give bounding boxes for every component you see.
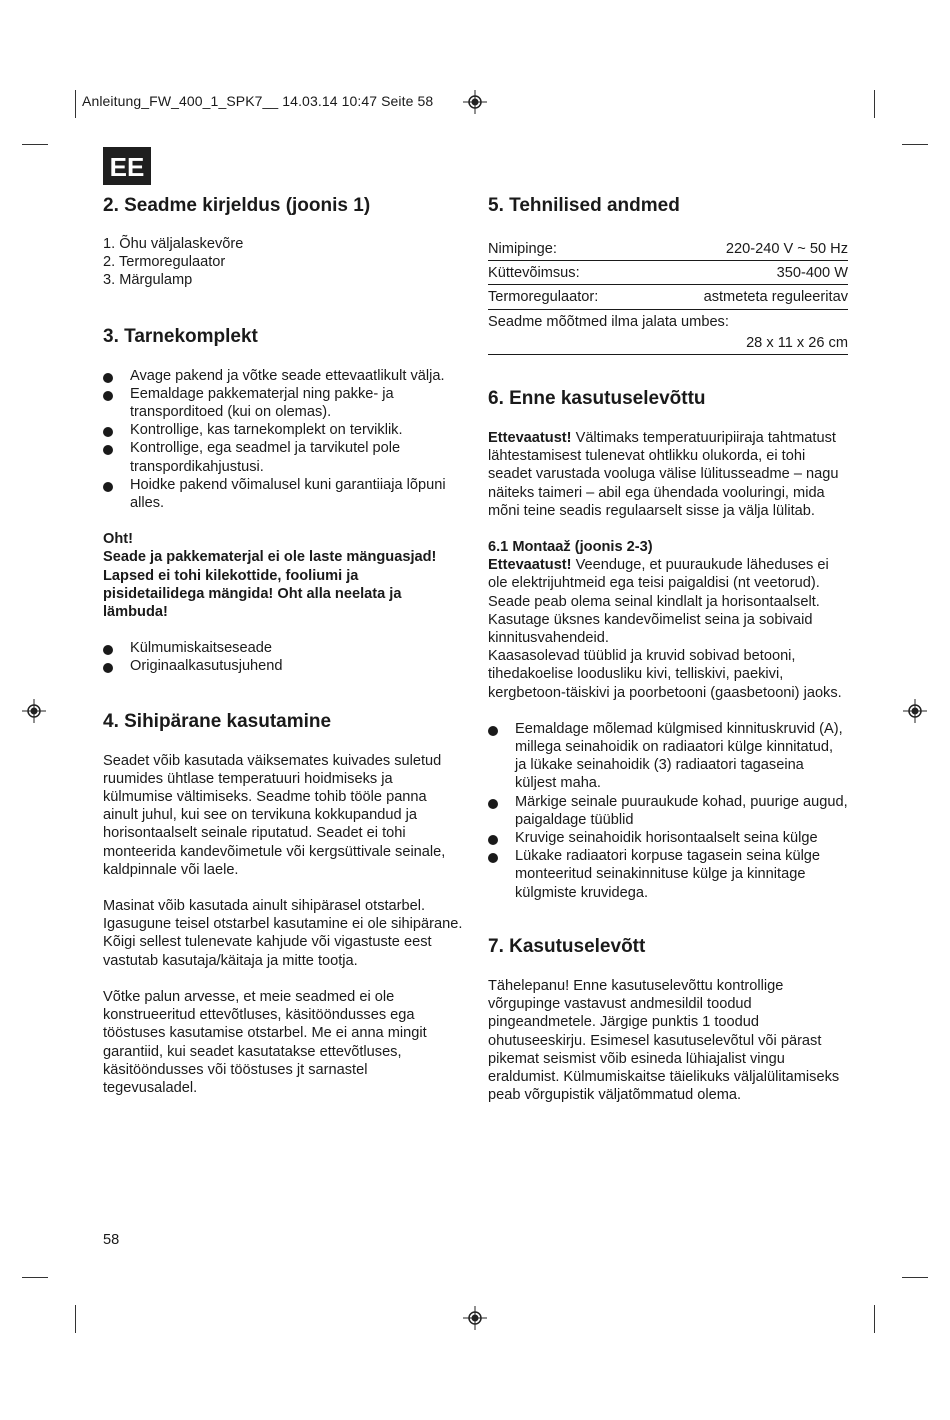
table-row bbox=[488, 332, 848, 355]
spec-table bbox=[488, 237, 848, 355]
table-row bbox=[488, 285, 848, 309]
parts-list bbox=[103, 235, 463, 290]
list-item: Märkige seinale puuraukude kohad, puurige augud, paigaldage tüüblid bbox=[488, 793, 848, 829]
spec-label: Seadme mõõtmed ilma jalata umbes: bbox=[488, 313, 729, 330]
paragraph: Tähelepanu! Enne kasutuselevõttu kontrollige võrgupinge vastavust andmesildil toodud pingeandmetele. Järgige punktis 1 toodud ohutuseeskirju. Esimesel kasutuselevõtul või pärast pikemat seismist võib esineda lühiajalist vingu eraldumist. Külmumiskaitse täielikuks väljalülitamiseks peab võrgupistik väljatõmmatud olema. bbox=[488, 977, 840, 1104]
list-item: Avage pakend ja võtke seade ettevaatlikult välja. bbox=[103, 367, 463, 385]
warning-title: Oht! bbox=[103, 531, 133, 548]
section-7-title: 7. Kasutuselevõtt bbox=[488, 935, 646, 957]
table-row bbox=[488, 261, 848, 285]
list-item: Eemaldage mõlemad külgmised kinnituskruvid (A), millega seinahoidik on radiaatori külge kinnitatud, ja lükake seinahoidik (3) radiaatori tagaseina küljest maha. bbox=[488, 720, 848, 793]
paragraph bbox=[488, 556, 848, 647]
crop-mark bbox=[75, 1305, 76, 1333]
left-column bbox=[103, 195, 463, 1097]
page-number: 58 bbox=[103, 1232, 120, 1248]
language-badge: EE bbox=[103, 147, 151, 185]
section-4-title: 4. Sihipärane kasutamine bbox=[103, 710, 332, 732]
paragraph: Kaasasolevad tüüblid ja kruvid sobivad betooni, tihedakoelise loodusliku kivi, telliskivi, paekivi, kergbetoon-täiskivi ja poorbetooni (gaasbetooni) jaoks. bbox=[488, 648, 842, 701]
list-item: Kruvige seinahoidik horisontaalselt seina külge bbox=[488, 829, 848, 847]
spec-value: 350-400 W bbox=[644, 261, 848, 285]
subsection-6-1-title: 6.1 Montaaž (joonis 2-3) bbox=[488, 539, 653, 556]
delivery-list bbox=[103, 367, 463, 513]
section-3-title: 3. Tarnekomplekt bbox=[103, 325, 258, 347]
spec-value: 220-240 V ~ 50 Hz bbox=[644, 237, 848, 261]
spec-value: astmeteta reguleeritav bbox=[644, 285, 848, 309]
list-item: 1. Õhu väljalaskevõre bbox=[103, 236, 244, 252]
section-6-title: 6. Enne kasutuselevõttu bbox=[488, 388, 706, 410]
table-row bbox=[488, 237, 848, 261]
registration-mark-icon bbox=[22, 699, 46, 723]
crop-mark bbox=[902, 1277, 928, 1278]
caution-text: Vältimaks temperatuuripiiraja tahtmatust lähtestamisest tulenevat ohtlikku olukorda, ei tohi seadet varustada vooluga välise lülitusseadme – nagu näiteks taimeri – abil ega ühendada vooluringi, mida mõni teine seadis regulaarselt sisse ja välja lülitab. bbox=[488, 430, 839, 519]
crop-mark bbox=[874, 90, 875, 118]
print-header: Anleitung_FW_400_1_SPK7__ 14.03.14 10:47 Seite 58 bbox=[82, 93, 434, 109]
registration-mark-icon bbox=[463, 1306, 487, 1330]
section-5-title: 5. Tehnilised andmed bbox=[488, 195, 680, 216]
list-item: 2. Termoregulaator bbox=[103, 254, 226, 271]
paragraph bbox=[488, 429, 848, 520]
paragraph: Võtke palun arvesse, et meie seadmed ei ole konstrueeritud ettevõtluses, käsitööndusses ega tööstuses kasutamise otstarbel. Me ei anna mingit garantiid, kui seadet kasutatakse ettevõtluses, käsitööndusses või tööstuses jt sarnastel tegevusaladel. bbox=[103, 988, 427, 1096]
crop-mark bbox=[22, 1277, 48, 1278]
list-item: Lükake radiaatori korpuse tagasein seina külge monteeritud seinakinnituse külge ja kinnitage külgmiste kruvidega. bbox=[488, 847, 848, 902]
spec-label: Küttevõimsus: bbox=[488, 261, 644, 285]
list-item: Hoidke pakend võimalusel kuni garantiiaja lõpuni alles. bbox=[103, 476, 463, 512]
crop-mark bbox=[902, 144, 928, 145]
table-row bbox=[488, 309, 848, 332]
crop-mark bbox=[874, 1305, 875, 1333]
list-item: Originaalkasutusjuhend bbox=[103, 657, 463, 675]
paragraph: Seadet võib kasutada väiksemates kuivades suletud ruumides ühtlase temperatuuri hoidmiseks ja külmumise vältimiseks. Seadme tohib tööle panna ainult juhul, kui see on tervikuna kokkupandud ja horisontaalselt seinale riputatud. Seadet ei tohi monteerida kandevõimetule või kergsüttivale seinale, kaldpinnale või laele. bbox=[103, 752, 446, 878]
caution-label: Ettevaatust! bbox=[488, 557, 572, 574]
spec-label: Termoregulaator: bbox=[488, 285, 644, 309]
list-item: Kontrollige, ega seadmel ja tarvikutel pole transpordikahjustusi. bbox=[103, 439, 463, 475]
spec-label: Nimipinge: bbox=[488, 237, 644, 261]
paragraph: Masinat võib kasutada ainult sihipärasel otstarbel. Igasugune teisel otstarbel kasutamine ei ole sihipärane. Kõigi sellest tulenevate kahjude või vigastuste eest vastutab kasutaja/käitaja ja mitte tootja. bbox=[103, 898, 463, 969]
caution-text: Veenduge, et puuraukude läheduses ei ole elektrijuhtmeid ega teisi paigaldisi (nt veetorud). Seade peab olema seinal kindlalt ja horisontaalselt. Kasutage üksnes kandevõimelist seina ja sobivaid kinnitusvahendeid. bbox=[488, 557, 829, 647]
list-item: Eemaldage pakkematerjal ning pakke- ja transporditoed (kui on olemas). bbox=[103, 385, 463, 421]
mounting-steps-list bbox=[488, 720, 848, 902]
registration-mark-icon bbox=[903, 699, 927, 723]
spec-value: 28 x 11 x 26 cm bbox=[488, 332, 848, 355]
registration-mark-icon bbox=[463, 90, 487, 114]
crop-mark bbox=[22, 144, 48, 145]
section-2-title: 2. Seadme kirjeldus (joonis 1) bbox=[103, 195, 371, 216]
right-column bbox=[488, 195, 848, 1104]
included-items-list bbox=[103, 639, 463, 675]
caution-label: Ettevaatust! bbox=[488, 430, 572, 447]
warning-text: Seade ja pakkematerjal ei ole laste mänguasjad! Lapsed ei tohi kilekottide, fooliumi ja pisidetailidega mängida! Oht alla neelata ja lämbuda! bbox=[103, 549, 437, 621]
list-item: Kontrollige, kas tarnekomplekt on terviklik. bbox=[103, 421, 463, 439]
crop-mark bbox=[75, 90, 76, 118]
list-item: Külmumiskaitseseade bbox=[103, 639, 463, 657]
list-item: 3. Märgulamp bbox=[103, 272, 193, 289]
